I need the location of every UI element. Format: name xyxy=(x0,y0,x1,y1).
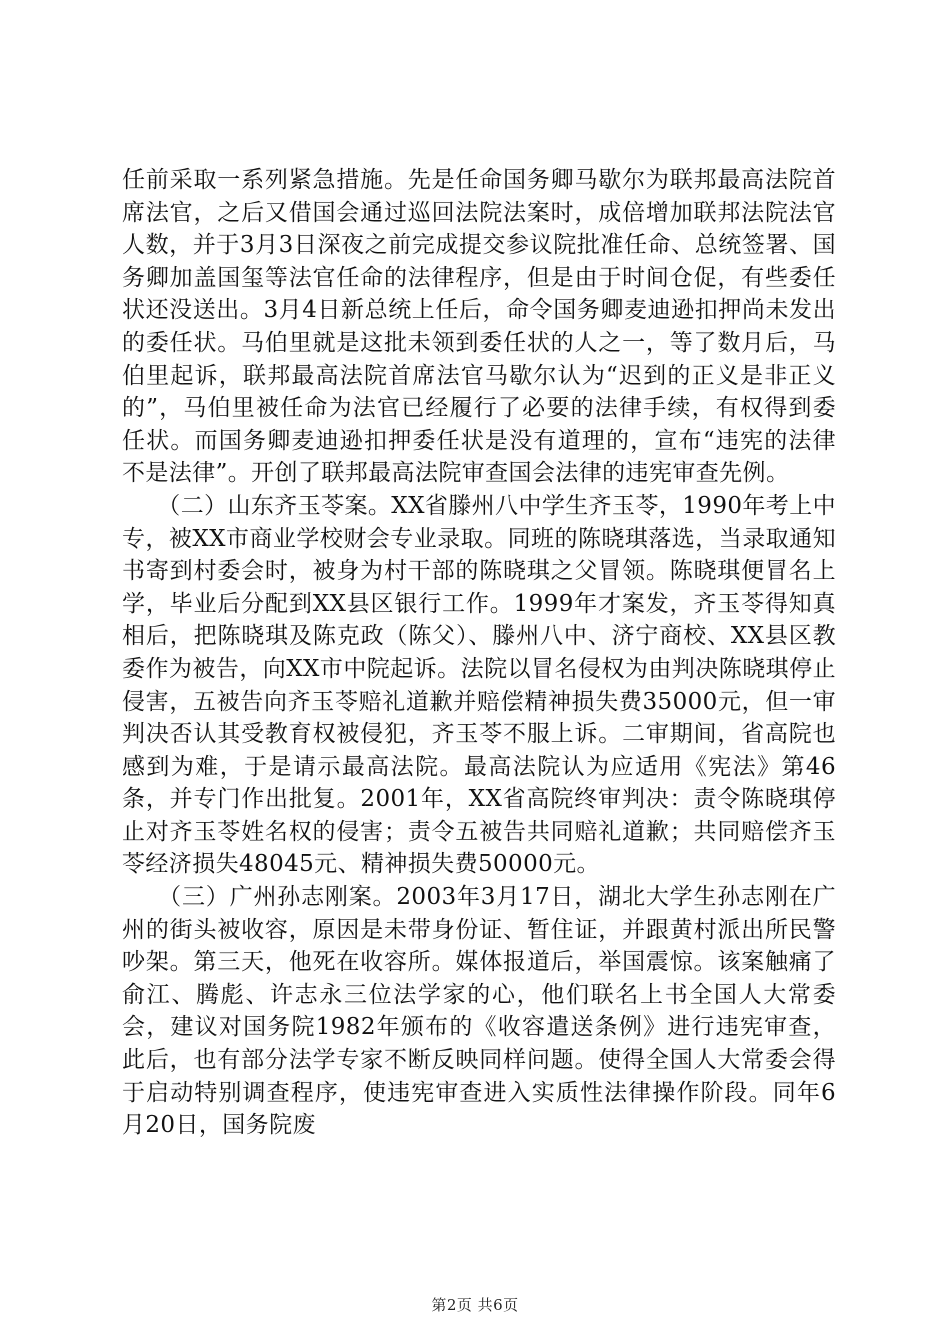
paragraph-sun-zhigang-case: （三）广州孙志刚案。2003年3月17日，湖北大学生孙志刚在广州的街头被收容，原因是未带身份证、暂住证，并跟黄村派出所民警吵架。第三天，他死在收容所。媒体报道后，举国震惊。该案触痛了俞江、腾彪、许志永三位法学家的心，他们联名上书全国人大常委会，建议对国务院1982年颁布的《收容遣送条例》进行违宪审查，此后，也有部分法学专家不断反映同样问题。使得全国人大常委会得于启动特别调查程序，使违宪审查进入实质性法律操作阶段。同年6月20日，国务院废 xyxy=(122,884,836,1139)
document-body xyxy=(122,164,836,1142)
page-number-footer: 第2页 共6页 xyxy=(431,1296,519,1314)
paragraph-marbury-case: 任前采取一系列紧急措施。先是任命国务卿马歇尔为联邦最高法院首席法官，之后又借国会通过巡回法院法案时，成倍增加联邦法院法官人数，并于3月3日深夜之前完成提交参议院批准任命、总统签署、国务卿加盖国玺等法官任命的法律程序，但是由于时间仓促，有些委任状还没送出。3月4日新总统上任后，命令国务卿麦迪逊扣押尚未发出的委任状。马伯里就是这批未领到委任状的人之一，等了数月后，马伯里起诉，联邦最高法院首席法官马歇尔认为“迟到的正义是非正义的”，马伯里被任命为法官已经履行了必要的法律手续，有权得到委任状。而国务卿麦迪逊扣押委任状是没有道理的，宣布“违宪的法律不是法律”。开创了联邦最高法院审查国会法律的违宪审查先例。 xyxy=(122,167,836,487)
paragraph-qi-yuling-case: （二）山东齐玉苓案。XX省滕州八中学生齐玉苓，1990年考上中专，被XX市商业学校财会专业录取。同班的陈晓琪落选，当录取通知书寄到村委会时，被身为村干部的陈晓琪之父冒领。陈晓琪便冒名上学，毕业后分配到XX县区银行工作。1999年才案发，齐玉苓得知真相后，把陈晓琪及陈克政（陈父）、滕州八中、济宁商校、XX县区教委作为被告，向XX市中院起诉。法院以冒名侵权为由判决陈晓琪停止侵害，五被告向齐玉苓赔礼道歉并赔偿精神损失费35000元，但一审判决否认其受教育权被侵犯，齐玉苓不服上诉。二审期间，省高院也感到为难，于是请示最高法院。最高法院认为应适用《宪法》第46条，并专门作出批复。2001年，XX省高院终审判决：责令陈晓琪停止对齐玉苓姓名权的侵害；责令五被告共同赔礼道歉；共同赔偿齐玉苓经济损失48045元、精神损失费50000元。 xyxy=(122,492,836,878)
